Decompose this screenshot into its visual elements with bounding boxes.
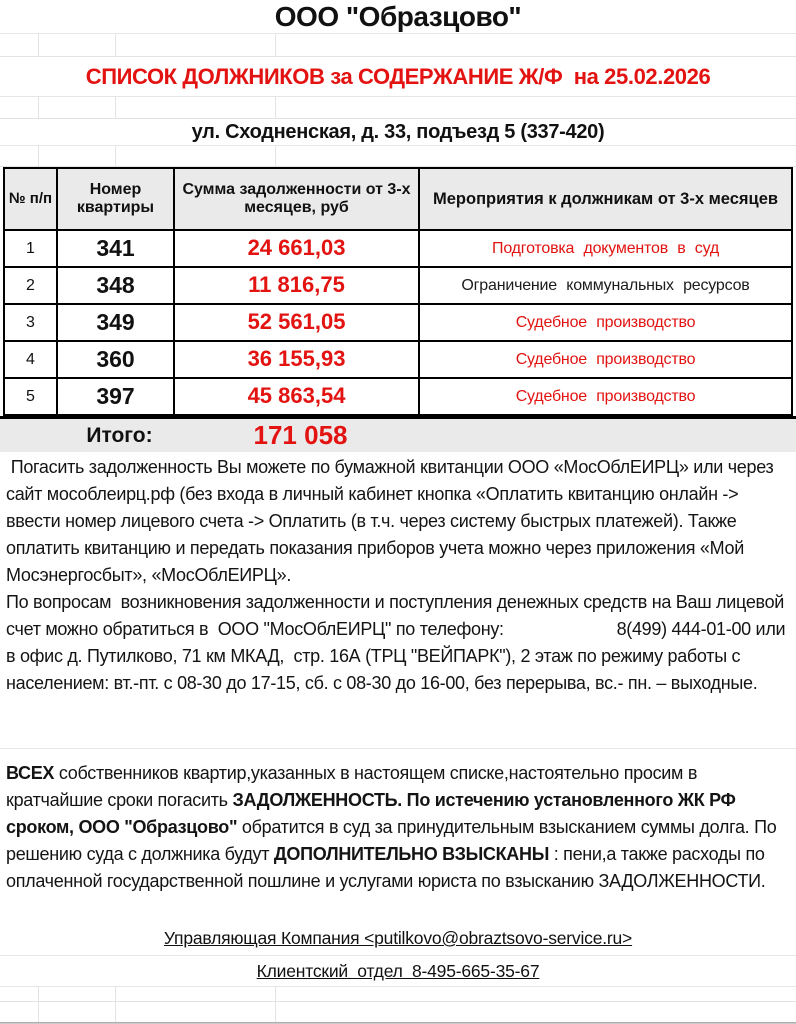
total-label: Итого: [86,423,153,447]
empty-grid-row [0,146,796,167]
payment-instructions-text: Погасить задолженность Вы можете по бумажной квитанции ООО «МосОблЕИРЦ» или через сайт мособлеирц.рф (без входа в личный кабинет кнопка «Оплатить квитанцию онлайн -> ввести номер лицевого счета -> Оплатить (в т.ч. через систему быстрых платежей). Также оплатить квитанцию и передать показания приборов учета можно через приложения «Мой Мосэнергосбыт», «МосОблЕИРЦ». [6,457,779,585]
table-row [3,305,793,342]
header-cell-row-number: № п/п [5,169,58,229]
header-cell-amount: Сумма задолженности от 3-х месяцев, руб [175,169,420,229]
debtors-table [3,167,793,452]
apartment-number-cell: 348 [58,268,175,303]
warning-segment: : пени,а также расходы по оплаченной государственной пошлине и услугами юриста по взысканию ЗАДОЛЖЕННОСТИ. [6,844,766,891]
table-row [3,231,793,268]
row-number-cell: 1 [5,231,58,266]
row-number-cell: 2 [5,268,58,303]
apartment-number-cell: 341 [58,231,175,266]
empty-grid-row [0,34,796,57]
row-number-cell: 4 [5,342,58,377]
action-cell: Судебное производство [515,350,696,368]
apartment-number-cell: 397 [58,379,175,414]
footer-company-row [0,922,796,956]
warning-segment: обратится в суд за принудительным взысканием суммы долга. По решению суда с должника будут [6,817,777,864]
list-title-row [0,57,796,97]
table-row [3,379,793,416]
management-company-contact: Управляющая Компания <putilkovo@obraztsovo-service.ru> [163,928,633,948]
company-title-row [0,0,796,34]
action-cell: Судебное производство [515,387,696,405]
warning-text [0,758,796,922]
header-cell-actions: Мероприятия к должникам от 3-х месяцев [432,189,779,208]
address-row [0,119,796,146]
total-row [0,416,796,452]
table-header-row [3,167,793,231]
contact-info-text: По вопросам возникновения задолженности и поступления денежных средств на Ваш лицевой счет можно обратиться в ООО "МосОблЕИРЦ" по телефону: 8(499) 444-01-00 или в офис д. Путилково, 71 км МКАД, стр. 16А (ТРЦ "ВЕЙПАРК"), 2 этаж по режиму работы с населением: вт.-пт. с 08-30 до 17-15, сб. с 08-30 до 16-00, без перерыва, вс.- пн. – выходные. [6,592,790,693]
warning-segment: ДОПОЛНИТЕЛЬНО ВЗЫСКАНЫ [273,844,550,864]
empty-grid-row [0,97,796,119]
table-row [3,342,793,379]
action-cell: Ограничение коммунальных ресурсов [461,276,750,294]
empty-grid-row [0,987,796,1002]
page-title: ООО "Образцово" [274,0,522,32]
apartment-number-cell: 360 [58,342,175,377]
footer-client-dept-row [0,956,796,987]
debt-amount-cell: 11 816,75 [175,268,420,303]
building-address: ул. Сходненская, д. 33, подъезд 5 (337-420) [191,120,605,143]
empty-grid-row [0,1002,796,1022]
action-cell: Судебное производство [515,313,696,331]
apartment-number-cell: 349 [58,305,175,340]
empty-grid-row [0,722,796,758]
client-department-phone: Клиентский отдел 8-495-665-35-67 [256,960,540,981]
action-cell: Подготовка документов в суд [492,239,719,257]
debt-amount-cell: 36 155,93 [175,342,420,377]
debt-amount-cell: 45 863,54 [175,379,420,414]
total-value: 171 058 [253,420,348,450]
table-row [3,268,793,305]
debtors-list-title: СПИСОК ДОЛЖНИКОВ за СОДЕРЖАНИЕ Ж/Ф на 25.02.2026 [85,63,711,89]
debt-amount-cell: 52 561,05 [175,305,420,340]
warning-segment: собственников квартир,указанных в настоящем списке,настоятельно просим в кратчайшие сроки погасить [6,763,698,810]
header-cell-apartment: Номер квартиры [58,169,175,229]
row-number-cell: 3 [5,305,58,340]
warning-segment: ВСЕХ [6,763,55,783]
row-number-cell: 5 [5,379,58,414]
warning-segment: ЗАДОЛЖЕННОСТЬ. По истечению установленного ЖК РФ сроком, ООО "Образцово" [6,790,736,837]
debt-amount-cell: 24 661,03 [175,231,420,266]
